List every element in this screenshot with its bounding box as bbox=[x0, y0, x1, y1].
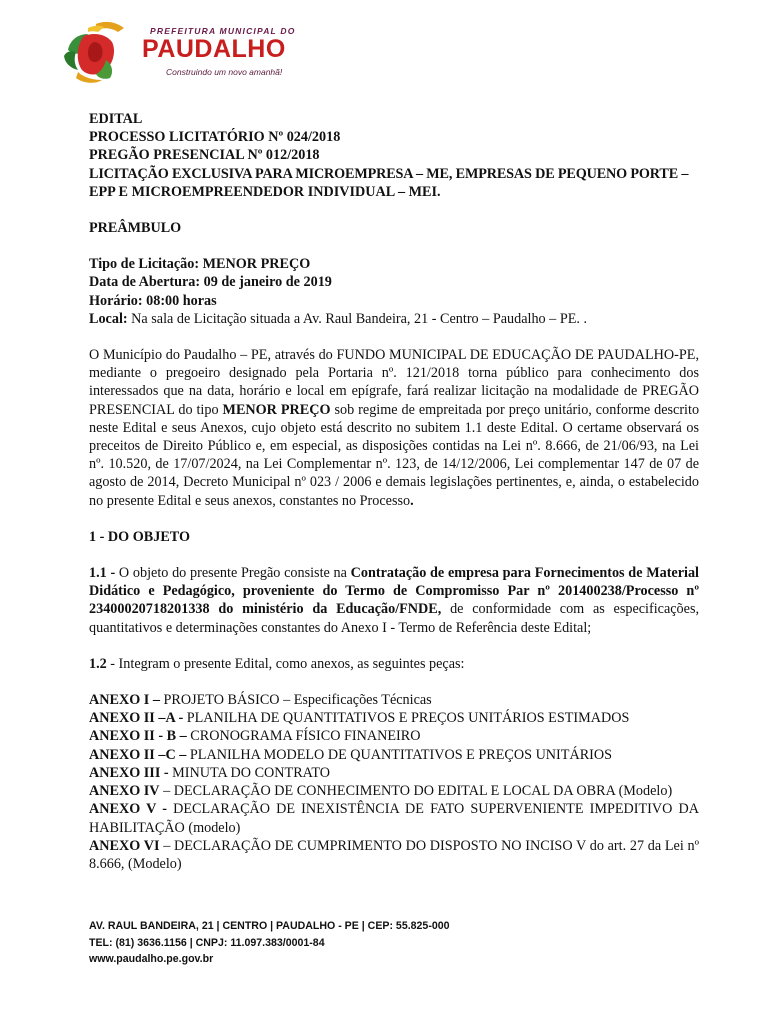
anexo-item bbox=[89, 800, 699, 836]
abertura-label: Data de Abertura: bbox=[89, 274, 201, 291]
anexo-item bbox=[89, 691, 699, 709]
anexo-text: PLANILHA DE QUANTITATIVOS E PREÇOS UNITÁRIOS ESTIMADOS bbox=[186, 710, 630, 727]
anexo-label: ANEXO II –C – bbox=[89, 746, 187, 763]
header-line-4: LICITAÇÃO EXCLUSIVA PARA MICROEMPRESA – ME, EMPRESAS DE PEQUENO PORTE – bbox=[89, 165, 689, 182]
anexo-label: ANEXO IV bbox=[89, 783, 160, 800]
tipo-label: Tipo de Licitação: bbox=[89, 256, 200, 273]
local-value: Na sala de Licitação situada a Av. Raul Bandeira, 21 - Centro – Paudalho – PE. . bbox=[131, 310, 588, 327]
anexo-item bbox=[89, 727, 699, 745]
horario bbox=[89, 292, 699, 310]
logo-slogan: Construindo um novo amanhã! bbox=[166, 67, 283, 77]
anexo-text: MINUTA DO CONTRATO bbox=[172, 764, 330, 781]
anexo-item bbox=[89, 782, 699, 800]
header-line-3: PREGÃO PRESENCIAL Nº 012/2018 bbox=[89, 147, 320, 164]
intro-end: . bbox=[410, 492, 414, 509]
anexo-label: ANEXO III - bbox=[89, 764, 169, 781]
local-label: Local: bbox=[89, 310, 128, 327]
abertura-value: 09 de janeiro de 2019 bbox=[203, 274, 332, 291]
anexo-text: PLANILHA MODELO DE QUANTITATIVOS E PREÇOS UNITÁRIOS bbox=[189, 746, 613, 763]
anexo-text: – DECLARAÇÃO DE CONHECIMENTO DO EDITAL E LOCAL DA OBRA (Modelo) bbox=[163, 783, 673, 800]
anexo-label: ANEXO V - bbox=[89, 801, 167, 818]
prefeitura-logo bbox=[58, 20, 298, 86]
anexo-text: PROJETO BÁSICO – Especificações Técnicas bbox=[163, 692, 432, 709]
anexo-item bbox=[89, 746, 699, 764]
logo-line-1: PREFEITURA MUNICIPAL DO bbox=[150, 26, 296, 36]
tipo-value: MENOR PREÇO bbox=[202, 256, 311, 273]
item-1-1-number: 1.1 - bbox=[89, 565, 116, 582]
horario-value: 08:00 horas bbox=[146, 292, 217, 309]
anexo-text: – DECLARAÇÃO DE CUMPRIMENTO DO DISPOSTO NO INCISO V do art. 27 da Lei nº 8.666, (Modelo) bbox=[89, 837, 699, 872]
item-1-1-bold: Contratação de empresa para Fornecimentos de Material Didático e Pedagógico, proveniente do Termo de Compromisso Par nº 201400238/Processo nº 23400020718201338 do ministério da Educação/FNDE, bbox=[89, 565, 699, 618]
section-1-title: 1 - DO OBJETO bbox=[89, 528, 191, 545]
anexo-item bbox=[89, 709, 699, 727]
anexo-label: ANEXO VI bbox=[89, 837, 160, 854]
anexo-label: ANEXO II –A - bbox=[89, 710, 184, 727]
item-1-2 bbox=[89, 655, 699, 673]
footer-website[interactable]: www.paudalho.pe.gov.br bbox=[89, 953, 214, 965]
item-1-2-text: - Integram o presente Edital, como anexos, as seguintes peças: bbox=[110, 655, 465, 672]
item-1-1 bbox=[89, 564, 699, 637]
anexo-item bbox=[89, 764, 699, 782]
header-line-2: PROCESSO LICITATÓRIO Nº 024/2018 bbox=[89, 129, 341, 146]
intro-part-2: sob regime de empreitada por preço unitário, conforme descrito neste Edital e seus Anexos, cujo objeto está descrito no subitem 1.1 deste Edital. O certame observará os preceitos de Direito Público e, em especial, as disposições contidas na Lei nº. 8.666, de 21/06/93, na Lei nº. 10.520, de 17/07/2024, na Lei Complementar nº. 123, de 14/12/2006, Lei complementar 147 de 07 de agosto de 2014, Decreto Municipal nº 023 / 2006 e demais legislações pertinentes, e, ainda, o estabelecido no presente Edital e seus anexos, constantes no Processo bbox=[89, 401, 700, 509]
header-line-5: EPP E MICROEMPREENDEDOR INDIVIDUAL – MEI. bbox=[89, 183, 441, 200]
tipo-licitacao bbox=[89, 255, 699, 273]
data-abertura bbox=[89, 273, 699, 291]
item-1-2-number: 1.2 bbox=[89, 655, 107, 672]
intro-part-1: O Município do Paudalho – PE, através do FUNDO MUNICIPAL DE EDUCAÇÃO DE PAUDALHO-PE, mediante o pregoeiro designado pela Portaria nº. 121/2018 torna público para conhecimento dos interessados que na data, horário e local em epígrafe, fará realizar licitação na modalidade de PREGÃO PRESENCIAL do tipo bbox=[89, 347, 699, 418]
anexos-list bbox=[89, 691, 699, 873]
page-footer bbox=[89, 918, 450, 968]
intro-bold: MENOR PREÇO bbox=[222, 401, 331, 418]
document-header bbox=[89, 110, 699, 201]
licitacao-info bbox=[89, 255, 699, 328]
local bbox=[89, 310, 699, 328]
intro-paragraph bbox=[89, 346, 699, 510]
item-1-1-text-1: O objeto do presente Pregão consiste na bbox=[118, 565, 347, 582]
anexo-text: DECLARAÇÃO DE INEXISTÊNCIA DE FATO SUPERVENIENTE IMPEDITIVO DA HABILITAÇÃO (modelo) bbox=[89, 801, 699, 836]
preambulo-title: PREÂMBULO bbox=[89, 220, 182, 237]
footer-address: AV. RAUL BANDEIRA, 21 | CENTRO | PAUDALHO - PE | CEP: 55.825-000 bbox=[89, 920, 450, 932]
document-body bbox=[89, 110, 699, 873]
header-line-1: EDITAL bbox=[89, 111, 143, 127]
anexo-item bbox=[89, 837, 699, 873]
footer-contact: TEL: (81) 3636.1156 | CNPJ: 11.097.383/0001-84 bbox=[89, 936, 325, 949]
anexo-text: CRONOGRAMA FÍSICO FINANEIRO bbox=[190, 728, 421, 745]
item-1-1-text-2: de conformidade com as especificações, quantitativos e determinações constantes do Anexo I - Termo de Referência deste Edital; bbox=[89, 601, 700, 636]
anexo-label: ANEXO II - B – bbox=[89, 728, 187, 745]
paudalho-emblem-icon bbox=[58, 20, 142, 86]
anexo-label: ANEXO I – bbox=[89, 692, 160, 709]
logo-line-2: PAUDALHO bbox=[142, 35, 286, 63]
horario-label: Horário: bbox=[89, 292, 143, 309]
